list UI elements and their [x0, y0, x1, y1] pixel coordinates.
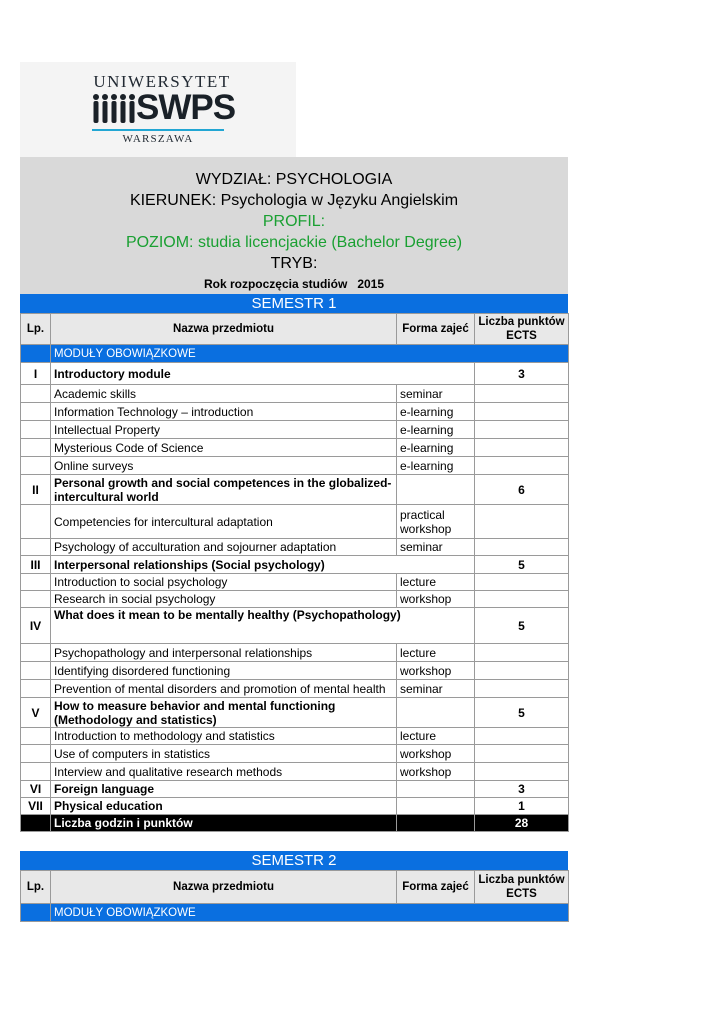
course-row: Introduction to social psychology lecture	[21, 574, 569, 591]
table-header-row	[21, 871, 569, 904]
total-ects: 28	[475, 815, 569, 832]
logo-people-icon	[92, 93, 136, 127]
course-row: Information Technology – introduction e-learning	[21, 403, 569, 421]
total-row	[21, 815, 569, 832]
course-row: Use of computers in statistics workshop	[21, 745, 569, 763]
total-label: Liczba godzin i punktów	[51, 815, 397, 832]
modules-label: MODUŁY OBOWIĄZKOWE	[51, 345, 569, 363]
faculty-title: WYDZIAŁ: PSYCHOLOGIA	[195, 171, 393, 188]
modules-row	[21, 345, 569, 363]
mode-title: TRYB:	[270, 255, 318, 272]
start-year: 2015	[357, 277, 385, 291]
col-name: Nazwa przedmiotu	[51, 314, 397, 345]
major-title: KIERUNEK: Psychologia w Języku Angielskim	[129, 192, 459, 209]
col-lp: Lp.	[21, 314, 51, 345]
module-row: VII Physical education 1	[21, 798, 569, 815]
modules-label: MODUŁY OBOWIĄZKOWE	[51, 904, 569, 922]
course-row: Psychopathology and interpersonal relationships lecture	[21, 644, 569, 662]
module-ects: 3	[475, 363, 569, 385]
semester-1-table	[20, 313, 569, 832]
course-row: Intellectual Property e-learning	[21, 421, 569, 439]
module-ects: 5	[475, 556, 569, 574]
module-ects: 1	[475, 798, 569, 815]
table-header-row	[21, 314, 569, 345]
semester-1-title: SEMESTR 1	[20, 294, 568, 313]
start-label: Rok rozpoczęcia studiów	[203, 277, 348, 291]
module-name: How to measure behavior and mental functioning (Methodology and statistics)	[51, 698, 397, 728]
module-ects: 6	[475, 475, 569, 505]
module-row: III Interpersonal relationships (Social psychology) 5	[21, 556, 569, 574]
course-row: Introduction to methodology and statistics lecture	[21, 728, 569, 745]
logo-city-text: WARSZAWA	[122, 133, 194, 145]
course-row: Psychology of acculturation and sojourner adaptation seminar	[21, 539, 569, 556]
col-ects: Liczba punktów ECTS	[475, 871, 569, 904]
module-ects: 5	[475, 608, 569, 644]
profile-title: PROFIL:	[262, 213, 326, 230]
module-ects: 5	[475, 698, 569, 728]
module-name: Interpersonal relationships (Social psychology)	[51, 556, 475, 574]
module-name: What does it mean to be mentally healthy (Psychopathology)	[51, 608, 475, 644]
module-name: Personal growth and social competences in the globalized-intercultural world	[51, 475, 397, 505]
start-year-line	[20, 277, 568, 291]
program-header	[20, 157, 568, 294]
col-ects: Liczba punktów ECTS	[475, 314, 569, 345]
module-name: Foreign language	[51, 781, 397, 798]
module-row: V How to measure behavior and mental functioning (Methodology and statistics) 5	[21, 698, 569, 728]
module-row: VI Foreign language 3	[21, 781, 569, 798]
module-row: IV What does it mean to be mentally healthy (Psychopathology) 5	[21, 608, 569, 644]
course-row: Research in social psychology workshop	[21, 591, 569, 608]
semester-2-title: SEMESTR 2	[20, 851, 568, 870]
logo-divider	[92, 129, 224, 131]
module-row: I Introductory module 3	[21, 363, 569, 385]
col-form: Forma zajeć	[397, 871, 475, 904]
course-row: Interview and qualitative research methods workshop	[21, 763, 569, 781]
level-title: POZIOM: studia licencjackie (Bachelor Degree)	[125, 234, 463, 251]
col-form: Forma zajeć	[397, 314, 475, 345]
course-row: Academic skills seminar	[21, 385, 569, 403]
semester-2-table	[20, 870, 569, 922]
course-row: Mysterious Code of Science e-learning	[21, 439, 569, 457]
course-row: Prevention of mental disorders and promotion of mental health seminar	[21, 680, 569, 698]
module-row: II Personal growth and social competences in the globalized-intercultural world 6	[21, 475, 569, 505]
module-name: Introductory module	[51, 363, 475, 385]
col-lp: Lp.	[21, 871, 51, 904]
col-name: Nazwa przedmiotu	[51, 871, 397, 904]
logo-brand-text: SWPS	[136, 88, 236, 127]
logo-university-text: UNIWERSYTET	[93, 72, 231, 91]
module-name: Physical education	[51, 798, 397, 815]
course-row: Competencies for intercultural adaptation practical workshop	[21, 505, 569, 539]
course-row: Identifying disordered functioning workshop	[21, 662, 569, 680]
course-row: Online surveys e-learning	[21, 457, 569, 475]
modules-row	[21, 904, 569, 922]
module-ects: 3	[475, 781, 569, 798]
